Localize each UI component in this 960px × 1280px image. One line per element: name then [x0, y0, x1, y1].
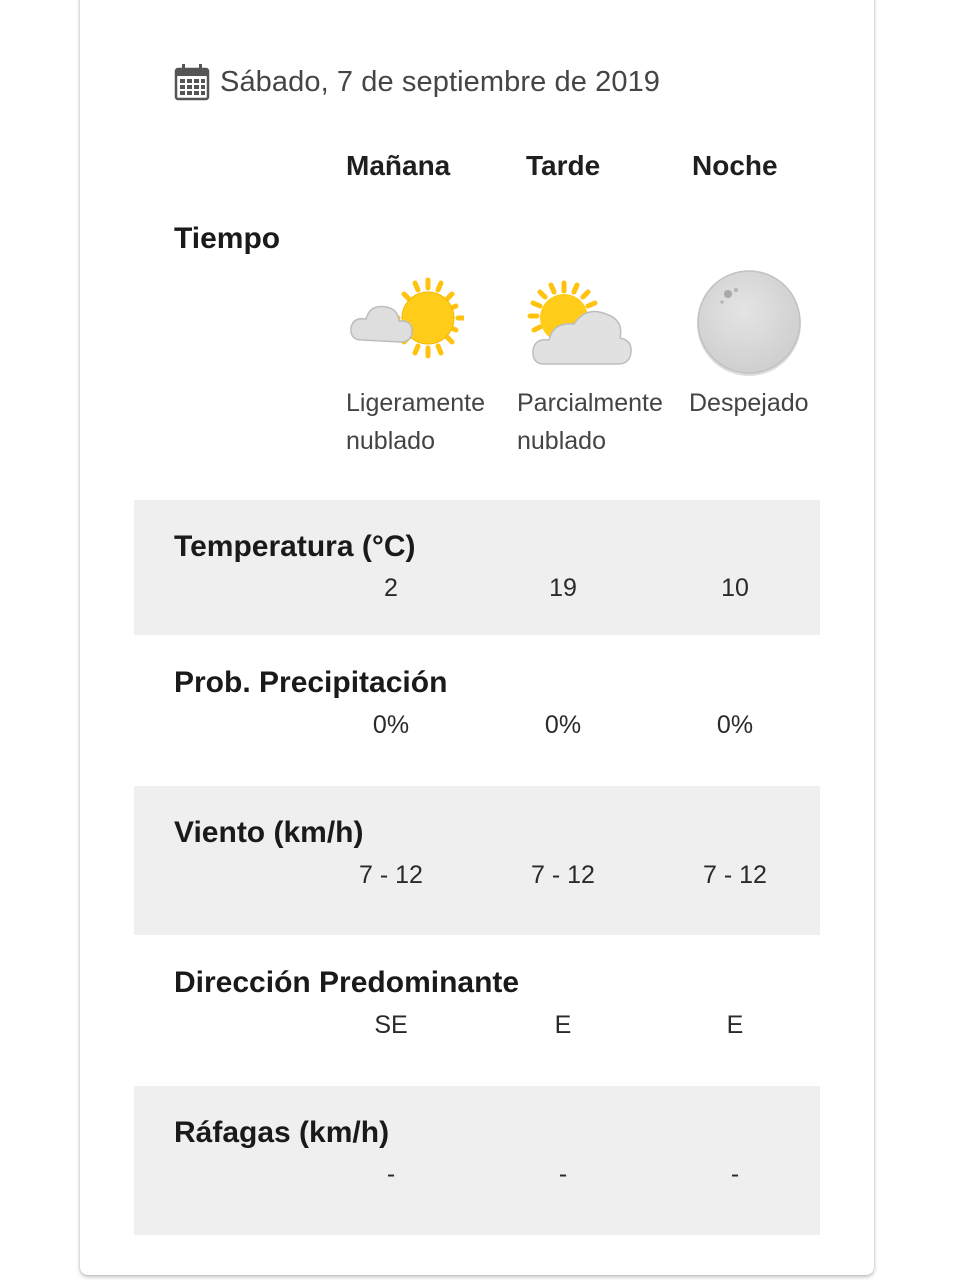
gusts-afternoon: - [558, 1160, 568, 1188]
temperature-row [134, 500, 820, 635]
weather-desc-line: Ligeramente [346, 389, 485, 417]
weather-desc-morning [346, 384, 485, 460]
gusts-morning: - [386, 1160, 396, 1188]
wind-direction-label: Dirección Predominante [174, 966, 520, 999]
calendar-icon [174, 63, 210, 101]
wind-night: 7 - 12 [703, 861, 767, 889]
weather-label: Tiempo [174, 222, 281, 255]
forecast-card [80, 0, 874, 1275]
precipitation-afternoon: 0% [544, 711, 582, 739]
weather-desc-line: nublado [517, 427, 606, 455]
wind-afternoon: 7 - 12 [531, 861, 595, 889]
period-night: Noche [692, 150, 778, 181]
period-morning: Mañana [346, 150, 451, 181]
clear-night-moon-icon [694, 268, 804, 378]
precipitation-label: Prob. Precipitación [174, 666, 448, 699]
partly-cloudy-icon [522, 280, 634, 366]
wind-direction-afternoon: E [554, 1011, 572, 1039]
wind-morning: 7 - 12 [359, 861, 423, 889]
forecast-date: Sábado, 7 de septiembre de 2019 [220, 65, 661, 98]
temperature-morning: 2 [384, 574, 398, 602]
weather-desc-afternoon [517, 384, 663, 460]
temperature-night: 10 [721, 574, 749, 602]
weather-desc-line: Despejado [689, 389, 809, 417]
weather-desc-line: Parcialmente [517, 389, 663, 417]
date-row [174, 62, 660, 102]
weather-desc-night [689, 384, 809, 422]
precipitation-morning: 0% [372, 711, 410, 739]
sun-light-cloud-icon [348, 276, 464, 364]
weather-desc-line: nublado [346, 427, 435, 455]
precipitation-night: 0% [716, 711, 754, 739]
temperature-afternoon: 19 [549, 574, 577, 602]
gusts-label: Ráfagas (km/h) [174, 1116, 390, 1149]
wind-direction-morning: SE [374, 1011, 408, 1039]
wind-label: Viento (km/h) [174, 816, 364, 849]
temperature-label: Temperatura (°C) [174, 530, 416, 563]
period-afternoon: Tarde [526, 150, 601, 181]
gusts-night: - [730, 1160, 740, 1188]
wind-direction-night: E [726, 1011, 744, 1039]
